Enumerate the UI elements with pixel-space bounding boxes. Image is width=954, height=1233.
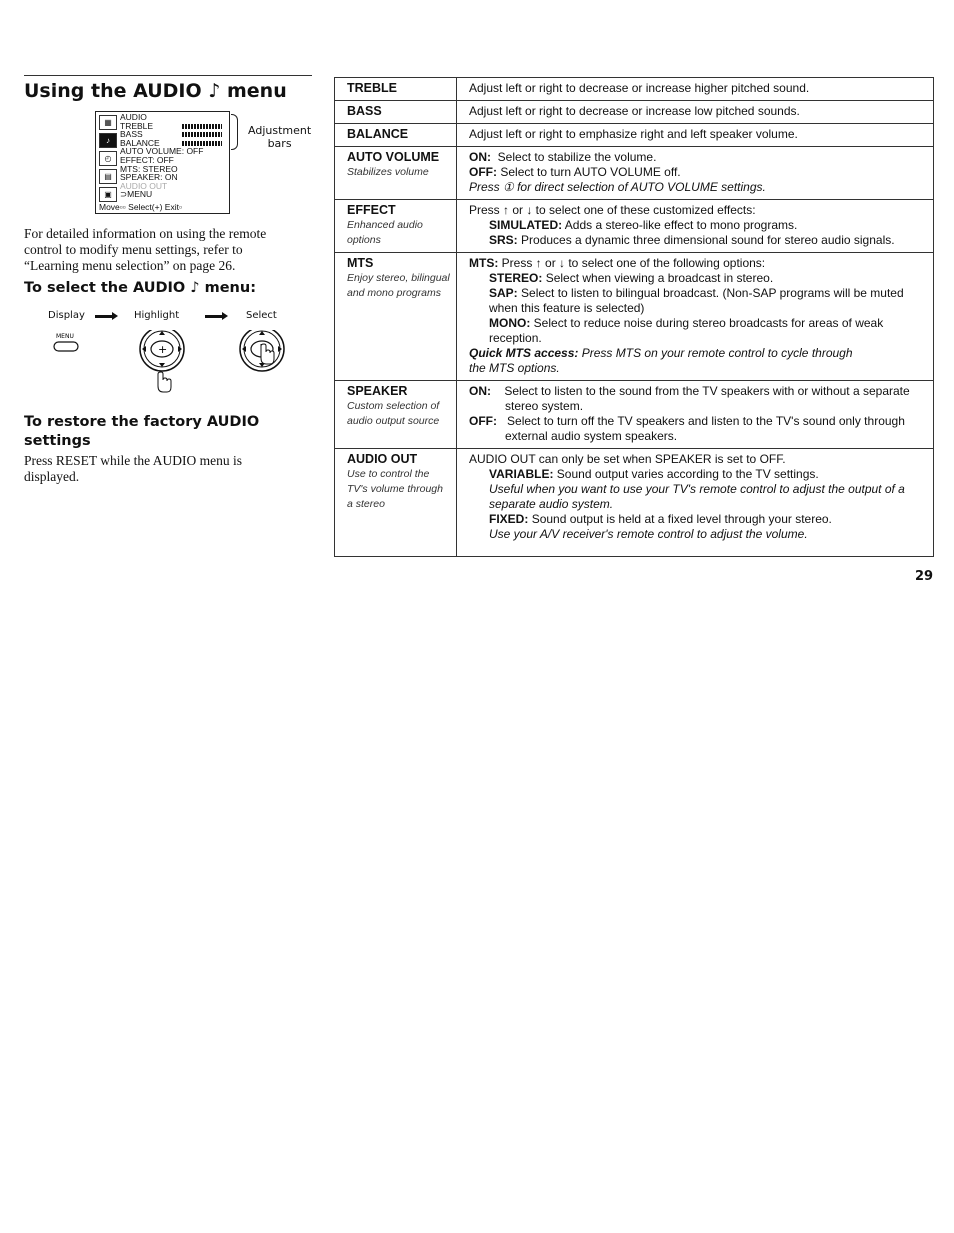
table-row bbox=[335, 78, 934, 101]
hand-pointer-icon bbox=[158, 372, 171, 392]
restore-text: Press RESET while the AUDIO menu is displayed. bbox=[24, 453, 242, 484]
setting-desc-cell: Press ↑ or ↓ to select one of these customized effects: SIMULATED: Adds a stereo-like effect to mono programs. SRS: Produces a dynamic three dimensional sound for stereo audio signals. bbox=[457, 200, 934, 253]
table-row bbox=[335, 147, 934, 200]
menu-icons bbox=[99, 115, 117, 205]
table-row bbox=[335, 253, 934, 381]
table-row bbox=[335, 124, 934, 147]
setting-desc-cell: MTS: Press ↑ or ↓ to select one of the following options: STEREO: Select when viewing a broadcast in stereo. SAP: Select to listen to bilingual broadcast. (Non-SAP programs will be muted when this feature is selected) MONO: Select to reduce noise during stereo broadcasts for areas of weak reception. Quick MTS access: Press MTS on your remote control to cycle through the MTS options. bbox=[457, 253, 934, 381]
setting-name-cell: AUTO VOLUME Stabilizes volume bbox=[335, 147, 457, 200]
arrow-icon bbox=[95, 315, 113, 318]
adjustment-bars-label: Adjustment bars bbox=[248, 124, 312, 150]
setting-name-cell: TREBLE bbox=[335, 78, 457, 101]
menu-line: TREBLE bbox=[120, 122, 225, 131]
menu-line: BALANCE bbox=[120, 139, 225, 148]
menu-line: MTS: STEREO bbox=[120, 163, 178, 174]
table-row bbox=[335, 381, 934, 449]
page-title: Using the AUDIO ♪ menu bbox=[24, 80, 287, 102]
table-row bbox=[335, 101, 934, 124]
joystick-press-icon bbox=[240, 330, 284, 371]
page-number: 29 bbox=[915, 569, 934, 584]
menu-line: AUTO VOLUME: OFF bbox=[120, 146, 204, 157]
select-heading: To select the AUDIO ♪ menu: bbox=[24, 280, 256, 296]
setup-icon: ▣ bbox=[99, 187, 117, 202]
timer-icon: ◴ bbox=[99, 151, 117, 166]
picture-icon: ▦ bbox=[99, 115, 117, 130]
setting-name-cell: BALANCE bbox=[335, 124, 457, 147]
audio-note-icon: ♪ bbox=[99, 133, 117, 148]
menu-line: EFFECT: OFF bbox=[120, 154, 174, 165]
detail-paragraph: For detailed information on using the remote control to modify menu settings, refer to “Learning menu selection” on page 26. bbox=[24, 226, 267, 273]
table-row bbox=[335, 200, 934, 253]
treble-bar bbox=[182, 124, 222, 129]
menu-label: MENU bbox=[56, 333, 74, 340]
step-highlight: Highlight bbox=[134, 310, 180, 321]
brace bbox=[231, 114, 238, 150]
setting-name-cell: AUDIO OUT Use to control the TV's volume through a stereo bbox=[335, 449, 457, 557]
audio-menu-screen bbox=[95, 111, 230, 214]
step-display: Display bbox=[48, 310, 85, 321]
step-select: Select bbox=[246, 310, 277, 321]
menu-footer: Move▫▫ Select(+) Exit▫ bbox=[99, 202, 182, 213]
setting-desc-cell: AUDIO OUT can only be set when SPEAKER is set to OFF. VARIABLE: Sound output varies according to the TV settings. Useful when you want to use your TV's remote control to adjust the output of a separate audio system. FIXED: Sound output is held at a fixed level through your stereo. Use your A/V receiver's remote control to adjust the volume. bbox=[457, 449, 934, 557]
menu-line: SPEAKER: ON bbox=[120, 172, 178, 183]
setting-desc-cell: Adjust left or right to decrease or increase low pitched sounds. bbox=[457, 101, 934, 124]
joystick-icon bbox=[140, 330, 184, 371]
balance-bar bbox=[182, 141, 222, 146]
channel-icon: ▤ bbox=[99, 169, 117, 184]
setting-desc-cell: Adjust left or right to emphasize right and left speaker volume. bbox=[457, 124, 934, 147]
menu-lines bbox=[120, 113, 225, 199]
setting-name-cell: BASS bbox=[335, 101, 457, 124]
bass-bar bbox=[182, 132, 222, 137]
setting-desc-cell: ON: Select to listen to the sound from the TV speakers with or without a separate stereo system. OFF: Select to turn off the TV speakers and listen to the TV's sound only through external audio system speakers. bbox=[457, 381, 934, 449]
restore-heading: To restore the factory AUDIO settings bbox=[24, 414, 260, 449]
menu-line: ⊃MENU bbox=[120, 189, 153, 200]
menu-line: AUDIO bbox=[120, 112, 147, 122]
svg-text:+: + bbox=[158, 343, 168, 356]
setting-desc-cell: Adjust left or right to decrease or increase higher pitched sound. bbox=[457, 78, 934, 101]
setting-name-cell: SPEAKER Custom selection of audio output source bbox=[335, 381, 457, 449]
menu-line: BASS bbox=[120, 130, 225, 139]
setting-name-cell: EFFECT Enhanced audio options bbox=[335, 200, 457, 253]
setting-name-cell: MTS Enjoy stereo, bilingual and mono programs bbox=[335, 253, 457, 381]
table-row bbox=[335, 449, 934, 557]
menu-line: AUDIO OUT bbox=[120, 180, 168, 191]
setting-desc-cell: ON: Select to stabilize the volume. OFF: Select to turn AUTO VOLUME off. Press ① for direct selection of AUTO VOLUME settings. bbox=[457, 147, 934, 200]
top-rule bbox=[24, 75, 312, 76]
remote-buttons-illustration bbox=[52, 330, 302, 395]
audio-settings-table bbox=[334, 77, 934, 557]
arrow-icon bbox=[205, 315, 223, 318]
menu-button-icon bbox=[54, 342, 78, 351]
